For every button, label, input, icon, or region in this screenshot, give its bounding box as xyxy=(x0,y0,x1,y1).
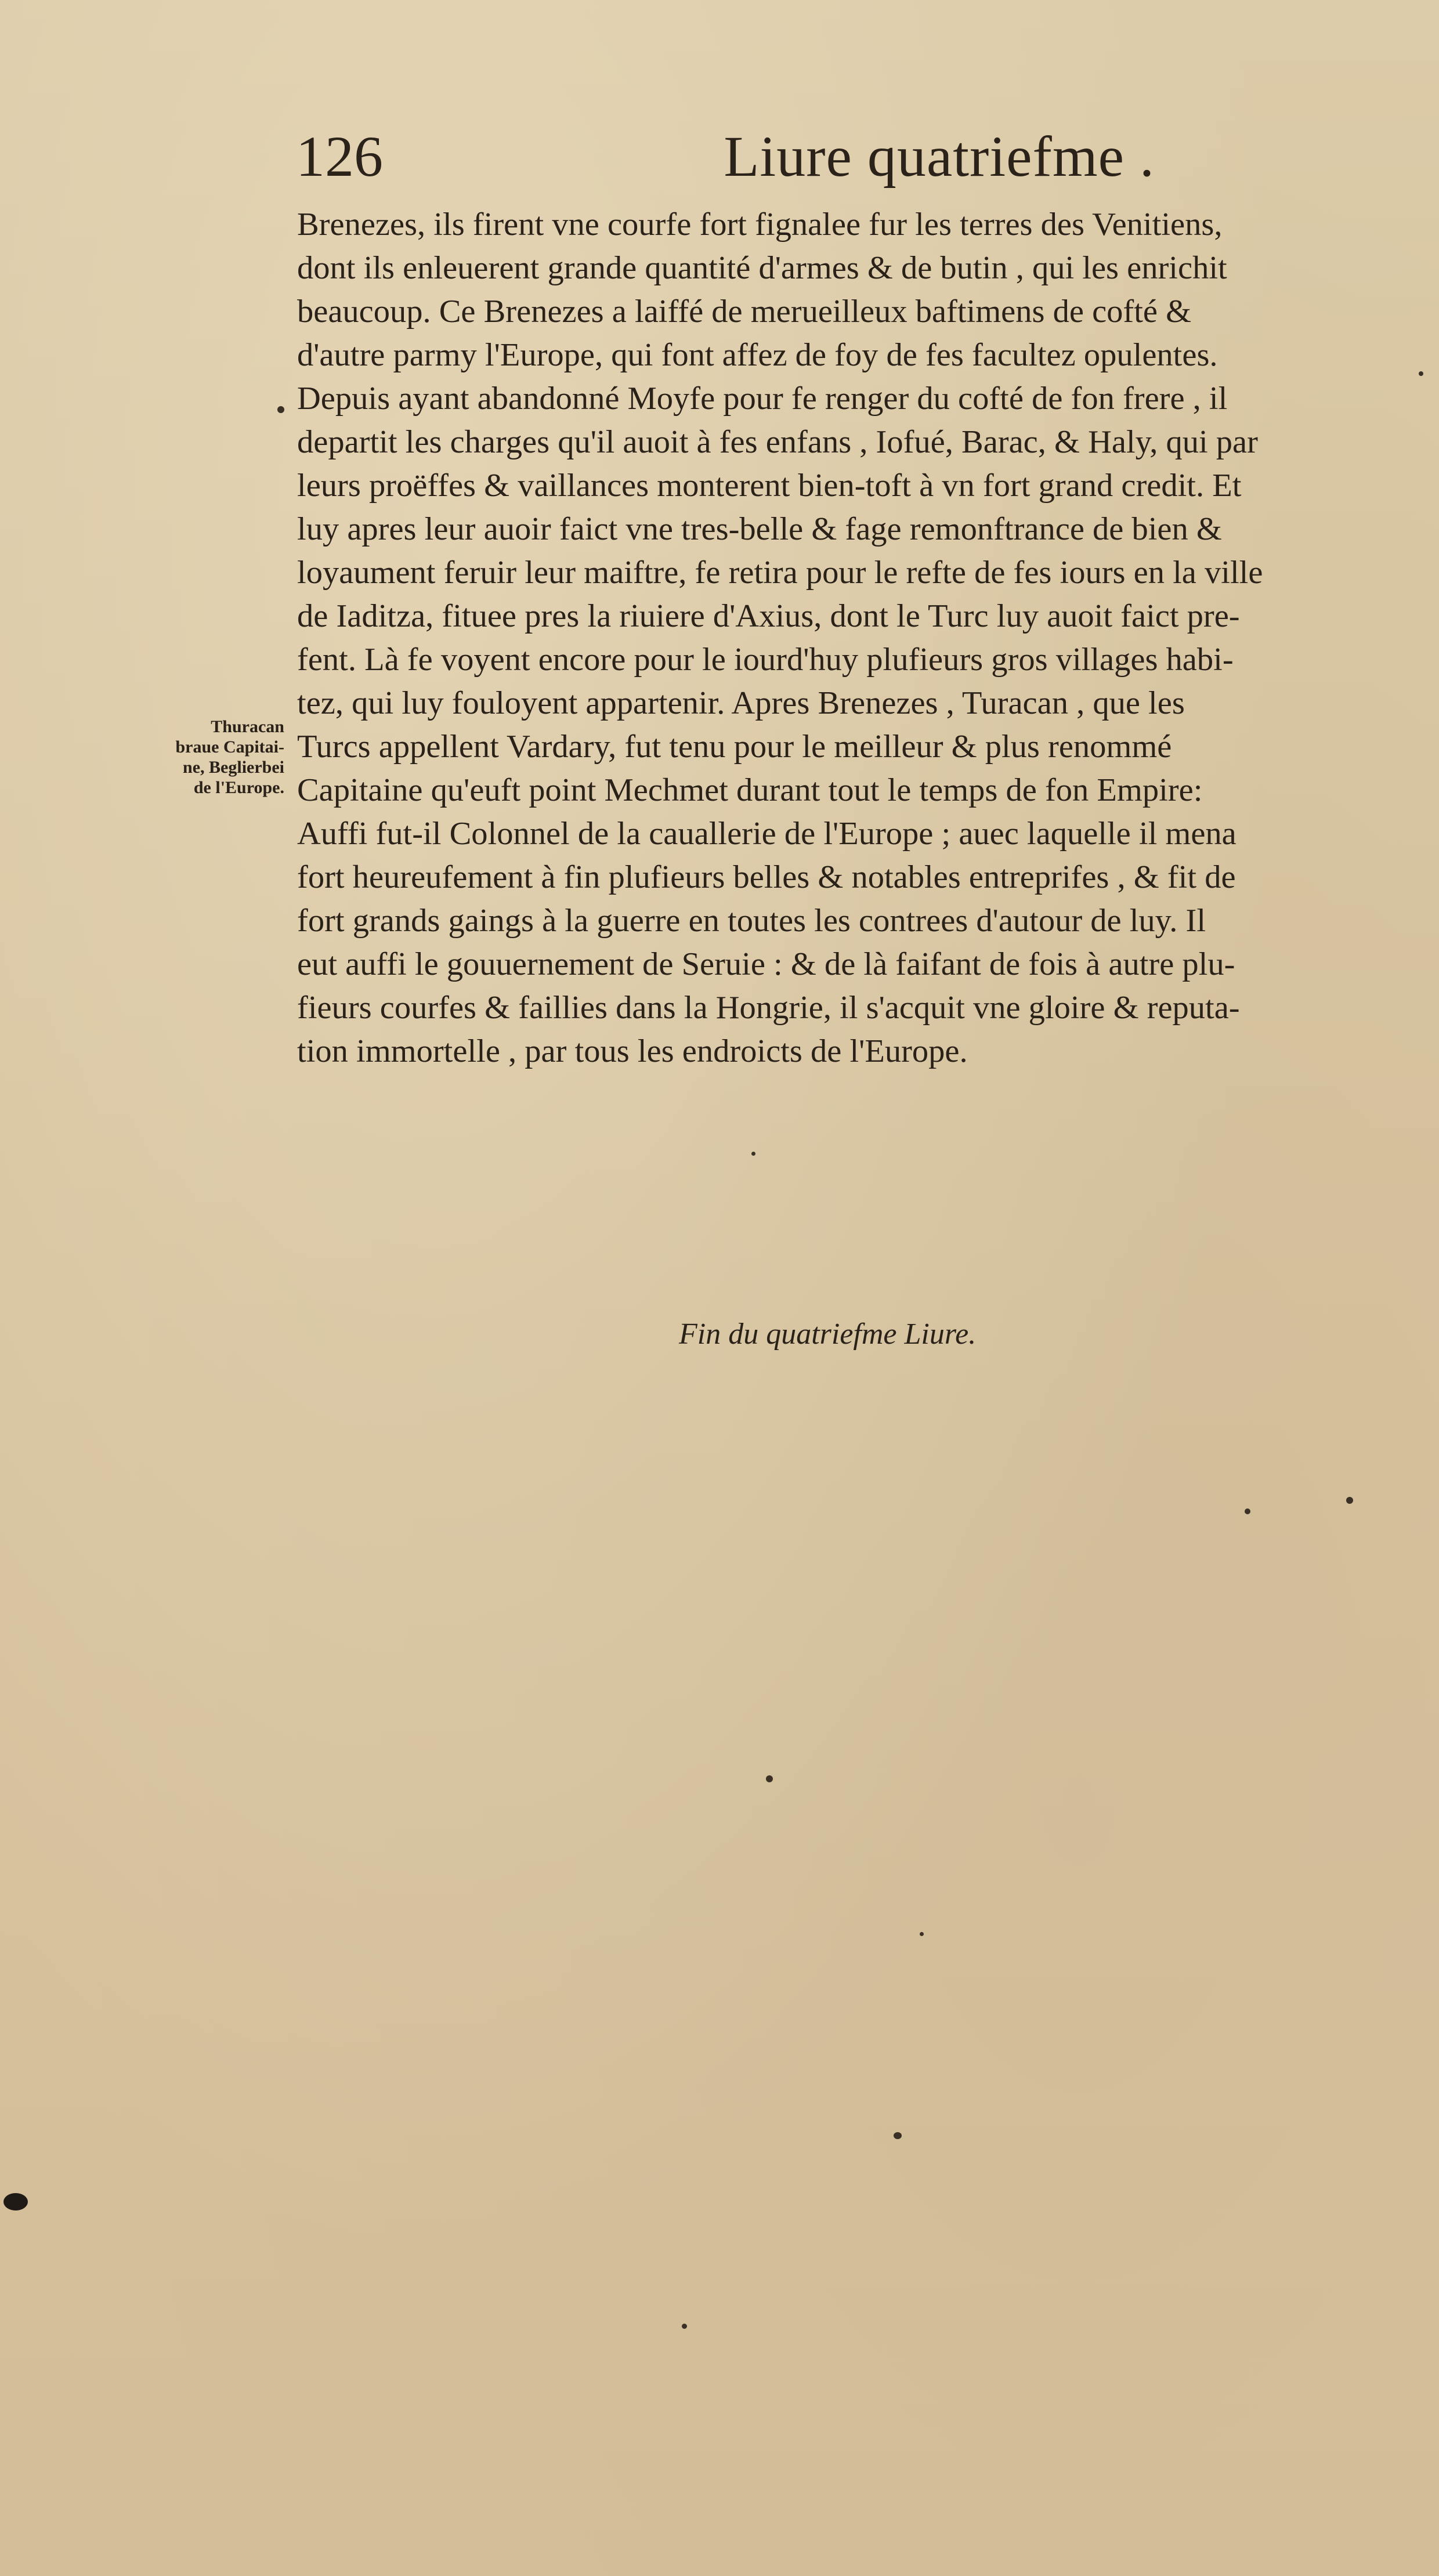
text-line: Auffi fut-il Colonnel de la cauallerie de l'Europe ; auec laquelle il mena xyxy=(297,816,1236,852)
text-line: eut auffi le gouuernement de Seruie : & de là faifant de fois à autre plu- xyxy=(297,946,1235,982)
text-line: tez, qui luy fouloyent appartenir. Apres Brenezes , Turacan , que les xyxy=(297,685,1185,721)
text-line: fieurs courfes & faillies dans la Hongrie, il s'acquit vne gloire & reputa- xyxy=(297,990,1240,1026)
text-line: loyaument feruir leur maiftre, fe retira pour le refte de fes iours en la ville xyxy=(297,555,1263,591)
margin-note-line: ne, Beglierbei xyxy=(183,758,284,777)
text-line: Brenezes, ils firent vne courfe fort fignalee fur les terres des Venitiens, xyxy=(297,207,1223,243)
text-line: de Iaditza, fituee pres la riuiere d'Axius, dont le Turc luy auoit faict pre- xyxy=(297,598,1240,634)
paper-speck xyxy=(1245,1508,1250,1514)
body-text xyxy=(297,203,1400,1073)
text-line: Capitaine qu'euft point Mechmet durant tout le temps de fon Empire: xyxy=(297,772,1203,808)
margin-note-line: Thuracan xyxy=(211,717,284,736)
paper-speck xyxy=(751,1152,755,1156)
text-line: leurs proëffes & vaillances monterent bien-toft à vn fort grand credit. Et xyxy=(297,468,1242,504)
text-line: fort grands gaings à la guerre en toutes les contrees d'autour de luy. Il xyxy=(297,903,1206,939)
margin-note-line: braue Capitai- xyxy=(175,737,284,757)
text-line: fort heureufement à fin plufieurs belles & notables entreprifes , & fit de xyxy=(297,859,1236,895)
margin-note xyxy=(145,717,284,798)
closing-line: Fin du quatriefme Liure. xyxy=(679,1318,977,1351)
ink-blot xyxy=(3,2193,28,2210)
text-line: departit les charges qu'il auoit à fes enfans , Iofué, Barac, & Haly, qui par xyxy=(297,424,1258,460)
text-line: d'autre parmy l'Europe, qui font affez de foy de fes facultez opulentes. xyxy=(297,337,1218,373)
text-line: tion immortelle , par tous les endroicts de l'Europe. xyxy=(297,1033,968,1069)
page-number: 126 xyxy=(296,124,383,189)
paper-speck xyxy=(682,2324,687,2329)
margin-note-line: de l'Europe. xyxy=(193,778,284,797)
paper-speck xyxy=(277,406,284,413)
paper-speck xyxy=(1419,371,1423,376)
paper-speck xyxy=(920,1932,924,1936)
text-line: Turcs appellent Vardary, fut tenu pour le meilleur & plus renommé xyxy=(297,729,1172,765)
text-line: fent. Là fe voyent encore pour le iourd'huy plufieurs gros villages habi- xyxy=(297,642,1234,678)
text-line: beaucoup. Ce Brenezes a laiffé de merueilleux baftimens de cofté & xyxy=(297,294,1192,330)
text-line: luy apres leur auoir faict vne tres-belle & fage remonftrance de bien & xyxy=(297,511,1222,547)
page-header xyxy=(296,122,1155,191)
text-line: Depuis ayant abandonné Moyfe pour fe renger du cofté de fon frere , il xyxy=(297,381,1228,417)
paper-speck xyxy=(1346,1497,1353,1504)
running-title: Liure quatriefme . xyxy=(724,124,1155,189)
text-line: dont ils enleuerent grande quantité d'armes & de butin , qui les enrichit xyxy=(297,250,1227,286)
paper-speck xyxy=(766,1775,773,1782)
paper-speck xyxy=(894,2132,902,2139)
